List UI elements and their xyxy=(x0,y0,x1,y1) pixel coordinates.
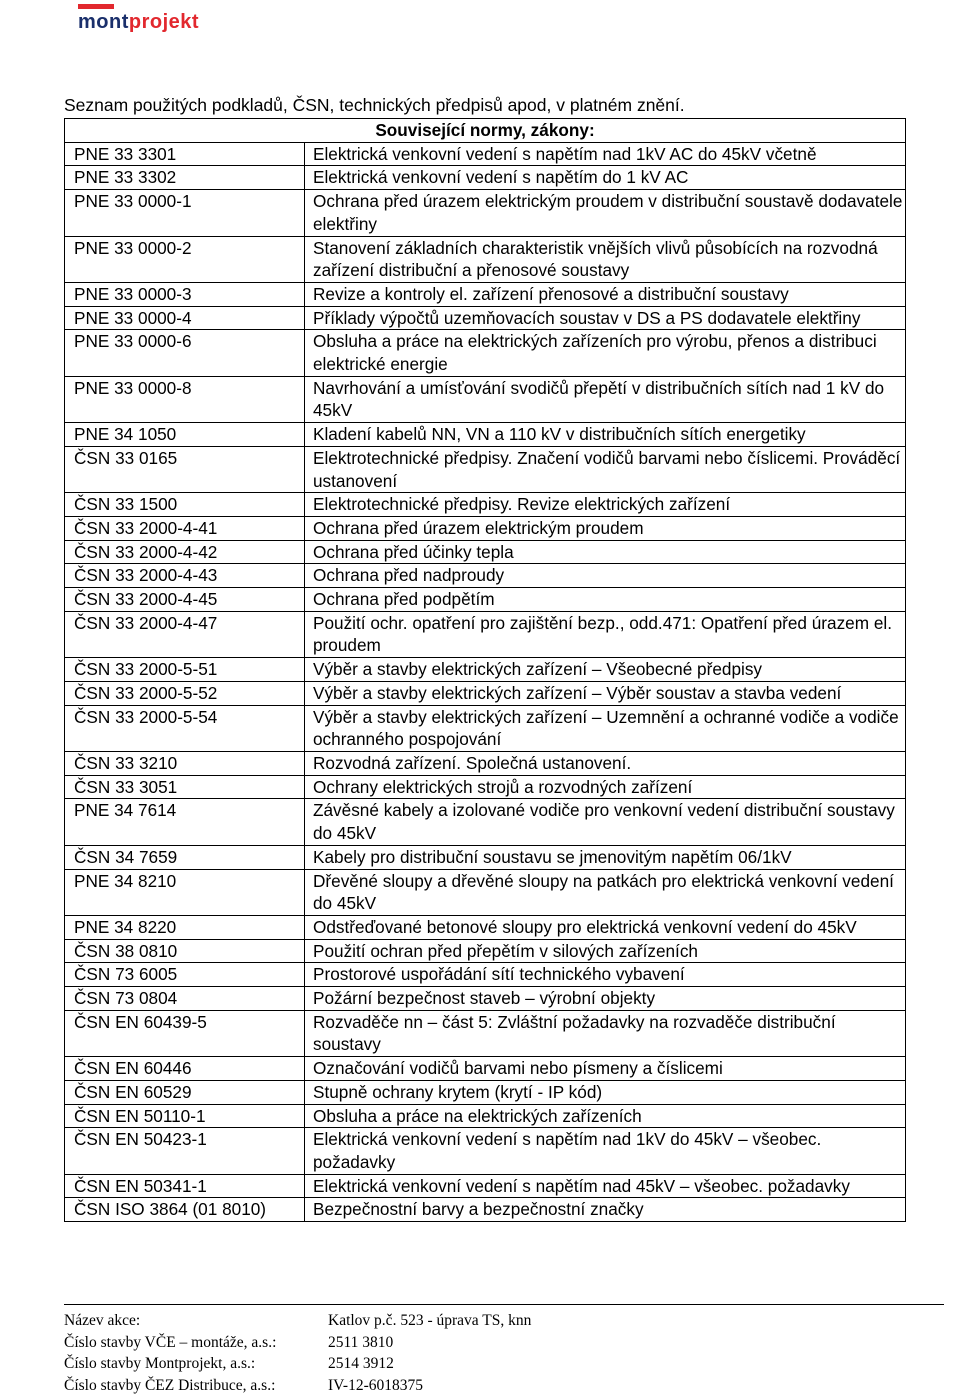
norm-title: Ochrana před úrazem elektrickým proudem v distribuční soustavě dodavatele elektřiny xyxy=(305,190,906,236)
norms-table-body xyxy=(65,142,906,1221)
norm-title: Ochrana před účinky tepla xyxy=(305,540,906,564)
norm-code: ČSN 33 2000-4-41 xyxy=(65,516,305,540)
norms-table xyxy=(64,118,906,1222)
table-row xyxy=(65,588,906,612)
norm-code: PNE 33 0000-3 xyxy=(65,282,305,306)
norm-code: ČSN 33 3210 xyxy=(65,751,305,775)
norm-title: Ochrana před podpětím xyxy=(305,588,906,612)
table-row xyxy=(65,987,906,1011)
norm-title: Ochrany elektrických strojů a rozvodných zařízení xyxy=(305,775,906,799)
norm-title: Navrhování a umísťování svodičů přepětí v distribučních sítích nad 1 kV do 45kV xyxy=(305,376,906,422)
norm-code: PNE 33 0000-2 xyxy=(65,236,305,282)
table-heading-row xyxy=(65,119,906,143)
norm-title: Obsluha a práce na elektrických zařízeních pro výrobu, přenos a distribuci elektrické energie xyxy=(305,330,906,376)
norm-title: Rozvodná zařízení. Společná ustanovení. xyxy=(305,751,906,775)
norm-title: Elektrotechnické předpisy. Revize elektrických zařízení xyxy=(305,493,906,517)
document-footer xyxy=(64,1304,944,1395)
norm-code: PNE 33 0000-6 xyxy=(65,330,305,376)
table-row xyxy=(65,516,906,540)
table-row xyxy=(65,493,906,517)
table-heading: Související normy, zákony: xyxy=(65,119,906,143)
company-logo xyxy=(78,4,238,34)
norm-title: Požární bezpečnost staveb – výrobní objekty xyxy=(305,987,906,1011)
footer-value: 2514 3912 xyxy=(328,1355,394,1372)
norm-title: Kladení kabelů NN, VN a 110 kV v distribučních sítích energetiky xyxy=(305,423,906,447)
norm-code: ČSN EN 60529 xyxy=(65,1080,305,1104)
norm-code: ČSN 33 2000-4-42 xyxy=(65,540,305,564)
table-row xyxy=(65,869,906,915)
logo-accent-bar xyxy=(78,4,114,9)
table-row xyxy=(65,939,906,963)
norm-code: ČSN 73 0804 xyxy=(65,987,305,1011)
table-row xyxy=(65,799,906,845)
table-row xyxy=(65,236,906,282)
norm-title: Elektrická venkovní vedení s napětím nad 1kV AC do 45kV včetně xyxy=(305,142,906,166)
table-row xyxy=(65,376,906,422)
norm-code: ČSN 33 1500 xyxy=(65,493,305,517)
footer-label: Název akce: xyxy=(64,1312,141,1329)
norm-title: Závěsné kabely a izolované vodiče pro venkovní vedení distribuční soustavy do 45kV xyxy=(305,799,906,845)
table-row xyxy=(65,166,906,190)
table-row xyxy=(65,564,906,588)
norm-code: PNE 34 8220 xyxy=(65,915,305,939)
norm-title: Obsluha a práce na elektrických zařízeních xyxy=(305,1104,906,1128)
norm-title: Revize a kontroly el. zařízení přenosové a distribuční soustavy xyxy=(305,282,906,306)
norm-code: ČSN 33 2000-4-43 xyxy=(65,564,305,588)
table-row xyxy=(65,681,906,705)
table-row xyxy=(65,142,906,166)
norm-code: ČSN EN 60446 xyxy=(65,1057,305,1081)
logo-wordmark: montprojekt xyxy=(78,11,200,33)
norm-code: ČSN EN 50110-1 xyxy=(65,1104,305,1128)
norm-title: Výběr a stavby elektrických zařízení – Výběr soustav a stavba vedení xyxy=(305,681,906,705)
intro-text: Seznam použitých podkladů, ČSN, technických předpisů apod, v platném znění. xyxy=(64,95,685,115)
norm-code: ČSN 34 7659 xyxy=(65,845,305,869)
norm-code: ČSN ISO 3864 (01 8010) xyxy=(65,1198,305,1222)
norm-code: PNE 33 0000-8 xyxy=(65,376,305,422)
norm-title: Příklady výpočtů uzemňovacích soustav v DS a PS dodavatele elektřiny xyxy=(305,306,906,330)
norm-code: PNE 33 0000-1 xyxy=(65,190,305,236)
table-row xyxy=(65,845,906,869)
norm-title: Ochrana před nadproudy xyxy=(305,564,906,588)
table-row xyxy=(65,1010,906,1056)
table-row xyxy=(65,1198,906,1222)
table-row xyxy=(65,540,906,564)
norm-code: ČSN 33 2000-5-52 xyxy=(65,681,305,705)
norm-title: Odstřeďované betonové sloupy pro elektrická venkovní vedení do 45kV xyxy=(305,915,906,939)
table-row xyxy=(65,915,906,939)
table-row xyxy=(65,330,906,376)
table-row xyxy=(65,423,906,447)
norm-title: Ochrana před úrazem elektrickým proudem xyxy=(305,516,906,540)
norm-title: Elektrická venkovní vedení s napětím do 1 kV AC xyxy=(305,166,906,190)
norm-title: Elektrotechnické předpisy. Značení vodičů barvami nebo číslicemi. Prováděcí ustanovení xyxy=(305,446,906,492)
footer-value: Katlov p.č. 523 - úprava TS, knn xyxy=(328,1312,532,1329)
norm-title: Výběr a stavby elektrických zařízení – Uzemnění a ochranné vodiče a vodiče ochranného pospojování xyxy=(305,705,906,751)
footer-value: IV-12-6018375 xyxy=(328,1376,424,1394)
footer-label: Číslo stavby VČE – montáže, a.s.: xyxy=(64,1333,277,1351)
norm-title: Elektrická venkovní vedení s napětím nad 45kV – všeobec. požadavky xyxy=(305,1174,906,1198)
table-row xyxy=(65,190,906,236)
norm-title: Kabely pro distribuční soustavu se jmenovitým napětím 06/1kV xyxy=(305,845,906,869)
footer-value: 2511 3810 xyxy=(328,1333,394,1351)
norm-code: PNE 34 8210 xyxy=(65,869,305,915)
table-row xyxy=(65,306,906,330)
norm-title: Stupně ochrany krytem (krytí - IP kód) xyxy=(305,1080,906,1104)
norm-title: Dřevěné sloupy a dřevěné sloupy na patkách pro elektrická venkovní vedení do 45kV xyxy=(305,869,906,915)
table-row xyxy=(65,282,906,306)
norm-code: ČSN EN 50341-1 xyxy=(65,1174,305,1198)
norm-title: Bezpečnostní barvy a bezpečnostní značky xyxy=(305,1198,906,1222)
norm-title: Stanovení základních charakteristik vnějších vlivů působících na rozvodná zařízení distribuční a přenosové soustavy xyxy=(305,236,906,282)
norm-code: PNE 33 0000-4 xyxy=(65,306,305,330)
table-row xyxy=(65,775,906,799)
table-row xyxy=(65,1057,906,1081)
table-row xyxy=(65,705,906,751)
footer-label: Číslo stavby ČEZ Distribuce, a.s.: xyxy=(64,1376,276,1394)
norm-code: ČSN 38 0810 xyxy=(65,939,305,963)
norm-code: ČSN 33 2000-5-54 xyxy=(65,705,305,751)
table-row xyxy=(65,1080,906,1104)
norm-title: Výběr a stavby elektrických zařízení – Všeobecné předpisy xyxy=(305,658,906,682)
norm-code: PNE 34 7614 xyxy=(65,799,305,845)
table-row xyxy=(65,1104,906,1128)
norm-code: PNE 34 1050 xyxy=(65,423,305,447)
norm-code: ČSN 33 2000-4-47 xyxy=(65,611,305,657)
norm-code: PNE 33 3301 xyxy=(65,142,305,166)
table-row xyxy=(65,611,906,657)
norm-title: Použití ochr. opatření pro zajištění bezp., odd.471: Opatření před úrazem el. proudem xyxy=(305,611,906,657)
norm-code: ČSN 33 3051 xyxy=(65,775,305,799)
table-row xyxy=(65,751,906,775)
norm-title: Prostorové uspořádání sítí technického vybavení xyxy=(305,963,906,987)
norm-code: ČSN EN 50423-1 xyxy=(65,1128,305,1174)
norm-code: ČSN 33 2000-4-45 xyxy=(65,588,305,612)
footer-label: Číslo stavby Montprojekt, a.s.: xyxy=(64,1355,256,1372)
table-row xyxy=(65,963,906,987)
norm-title: Označování vodičů barvami nebo písmeny a číslicemi xyxy=(305,1057,906,1081)
norm-title: Rozvaděče nn – část 5: Zvláštní požadavky na rozvaděče distribuční soustavy xyxy=(305,1010,906,1056)
norm-code: ČSN EN 60439-5 xyxy=(65,1010,305,1056)
norm-code: PNE 33 3302 xyxy=(65,166,305,190)
norm-code: ČSN 33 2000-5-51 xyxy=(65,658,305,682)
norm-code: ČSN 33 0165 xyxy=(65,446,305,492)
table-row xyxy=(65,658,906,682)
norm-title: Použití ochran před přepětím v silových zařízeních xyxy=(305,939,906,963)
table-row xyxy=(65,1128,906,1174)
norm-title: Elektrická venkovní vedení s napětím nad 1kV do 45kV – všeobec. požadavky xyxy=(305,1128,906,1174)
table-row xyxy=(65,446,906,492)
norm-code: ČSN 73 6005 xyxy=(65,963,305,987)
table-row xyxy=(65,1174,906,1198)
